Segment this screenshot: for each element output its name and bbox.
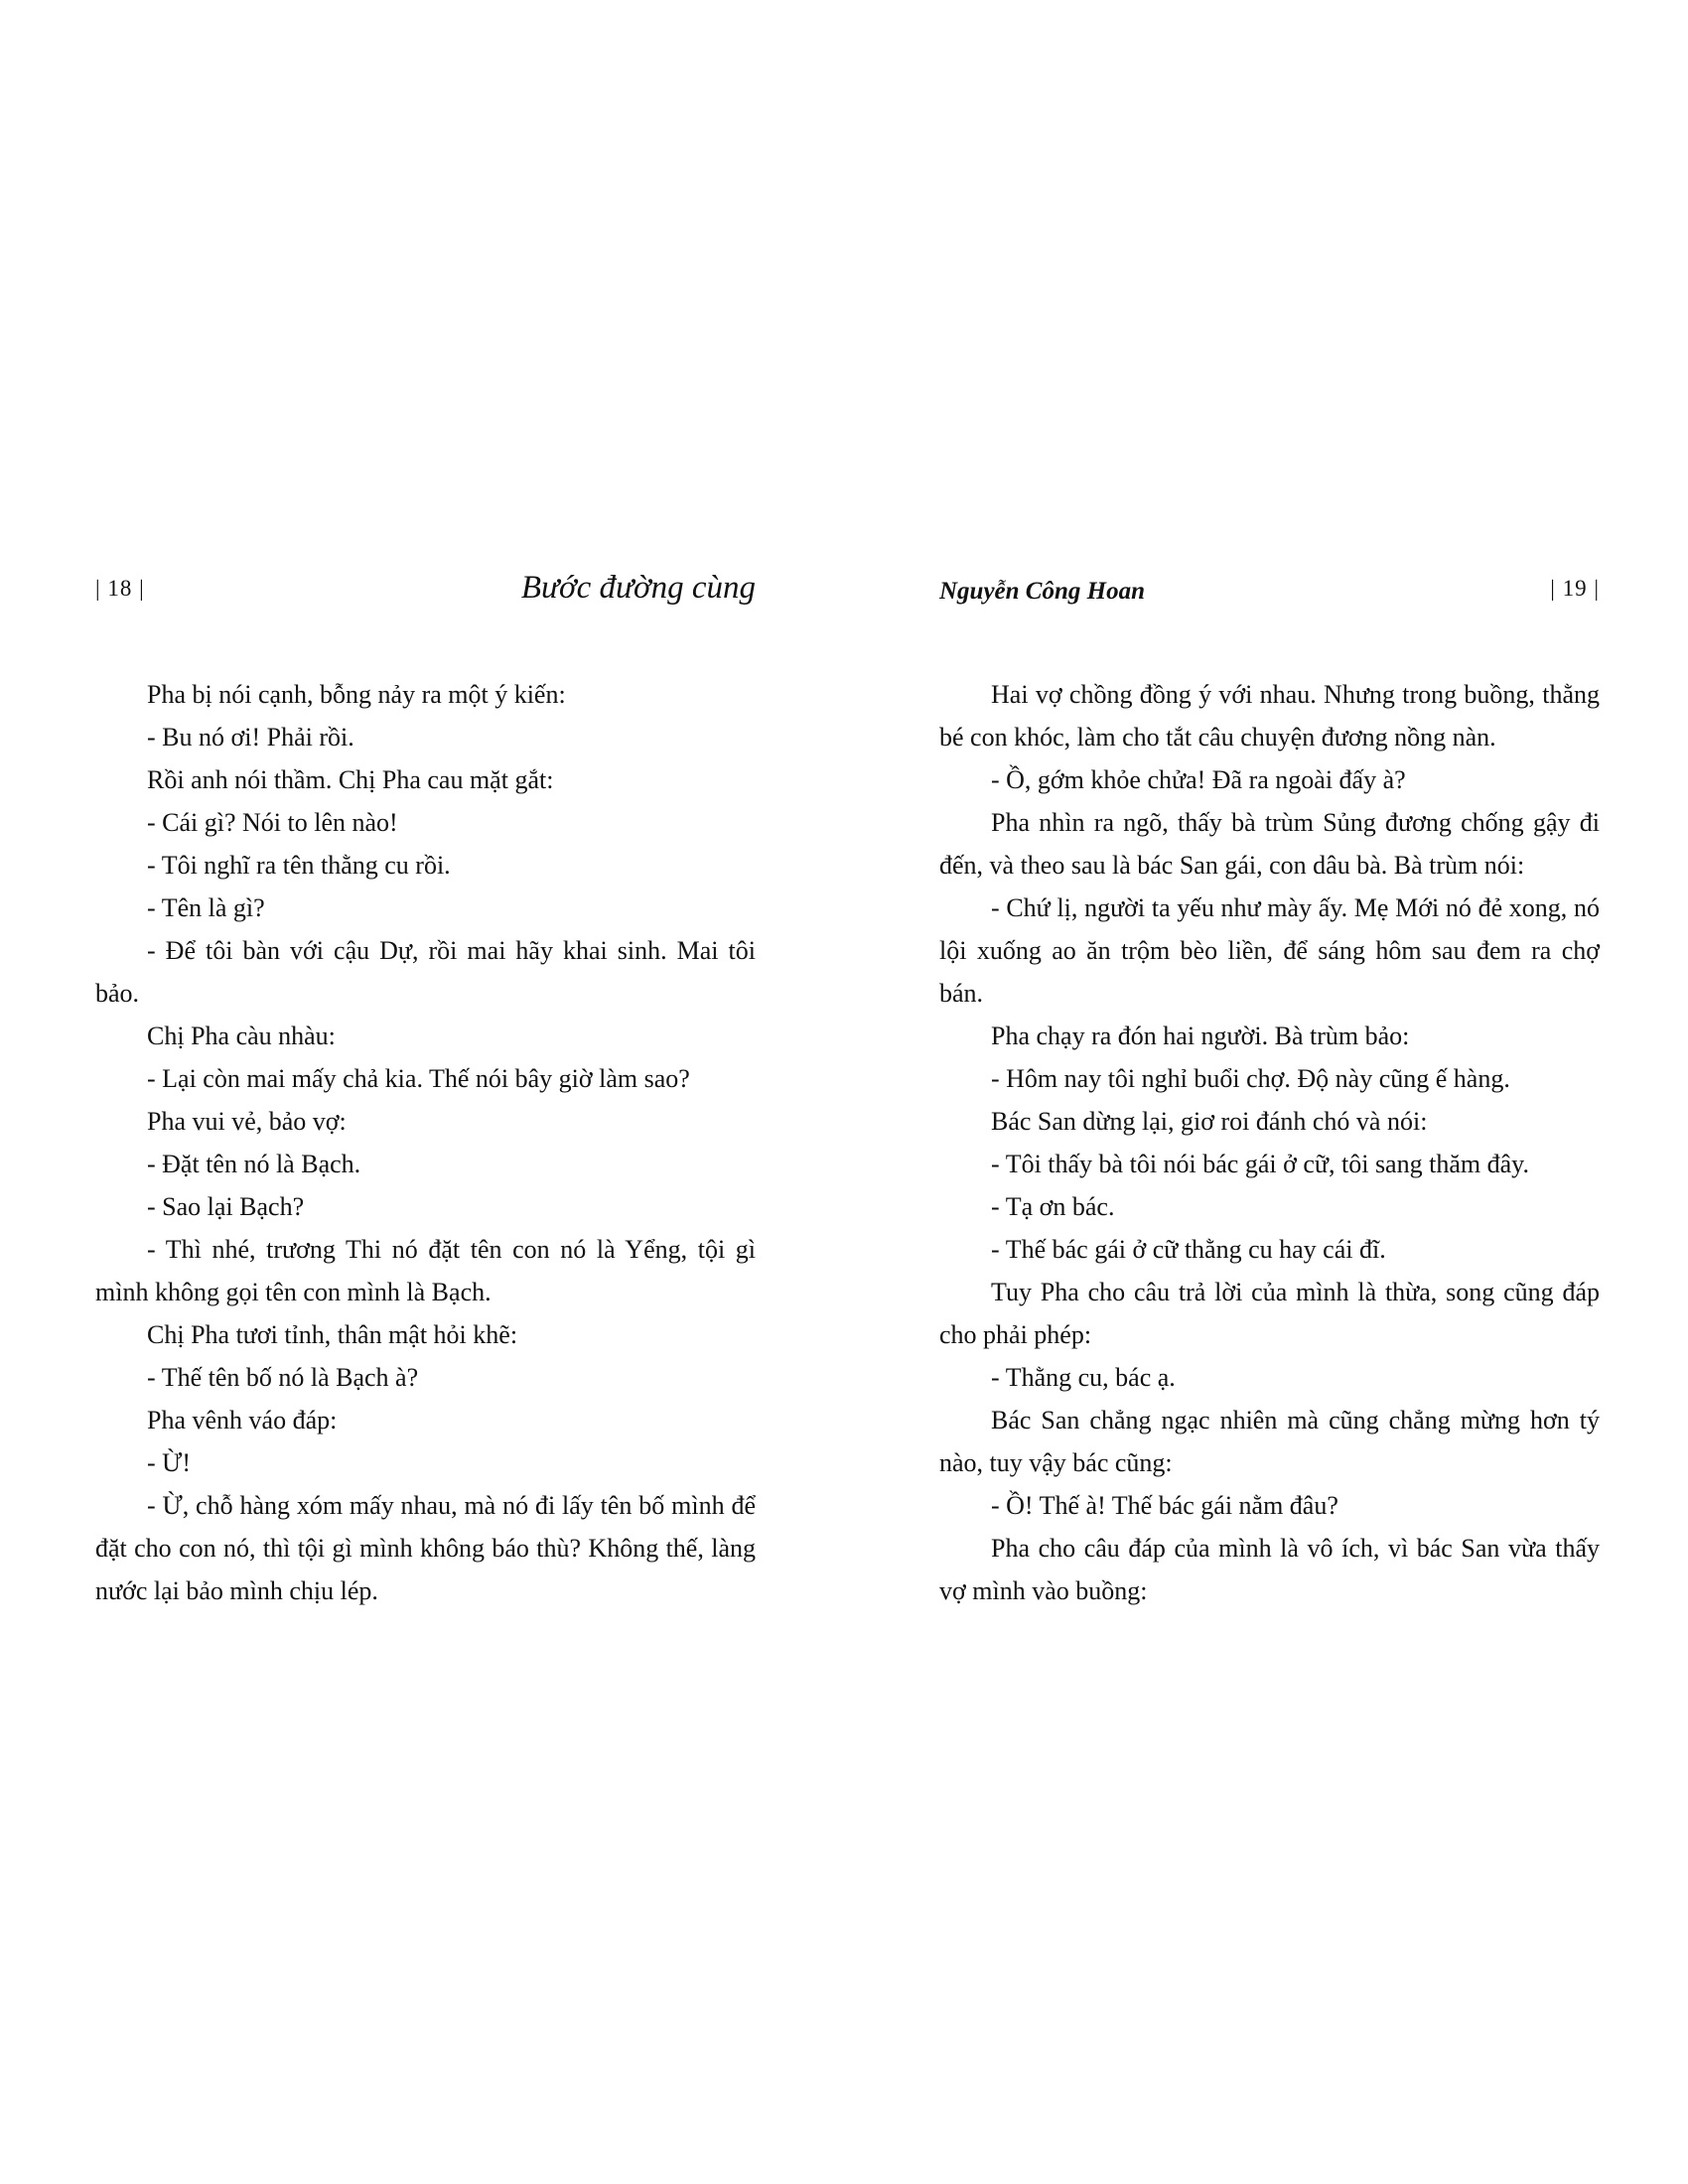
paragraph: - Ồ! Thế à! Thế bác gái nằm đâu? — [991, 1491, 1338, 1520]
paragraph: - Hôm nay tôi nghỉ buổi chợ. Độ này cũng ế hàng. — [991, 1064, 1510, 1093]
right-page-header — [939, 566, 1600, 625]
paragraph: - Lại còn mai mấy chả kia. Thế nói bây giờ làm sao? — [147, 1064, 690, 1093]
paragraph: - Thì nhé, trương Thi nó đặt tên con nó là Yểng, tội gì mình không gọi tên con mình là Bạch. — [95, 1235, 756, 1306]
right-page-body — [939, 673, 1600, 1612]
paragraph: Chị Pha càu nhàu: — [147, 1022, 336, 1050]
paragraph: Rồi anh nói thầm. Chị Pha cau mặt gắt: — [147, 765, 554, 794]
paragraph: Pha nhìn ra ngõ, thấy bà trùm Sủng đương chống gậy đi đến, và theo sau là bác San gái, con dâu bà. Bà trùm nói: — [939, 808, 1600, 880]
paragraph: Pha vênh váo đáp: — [147, 1406, 338, 1434]
left-page-header — [95, 566, 756, 625]
paragraph: - Tôi nghĩ ra tên thằng cu rồi. — [147, 851, 451, 880]
paragraph: - Ừ! — [147, 1448, 191, 1477]
paragraph: Chị Pha tươi tỉnh, thân mật hỏi khẽ: — [147, 1320, 518, 1349]
paragraph: Bác San chẳng ngạc nhiên mà cũng chẳng mừng hơn tý nào, tuy vậy bác cũng: — [939, 1406, 1600, 1477]
running-author-name: Nguyễn Công Hoan — [939, 578, 1145, 605]
paragraph: - Thằng cu, bác ạ. — [991, 1363, 1176, 1392]
paragraph: - Để tôi bàn với cậu Dự, rồi mai hãy khai sinh. Mai tôi bảo. — [95, 936, 756, 1008]
paragraph: - Cái gì? Nói to lên nào! — [147, 808, 398, 837]
paragraph: - Tên là gì? — [147, 893, 265, 922]
paragraph: Pha chạy ra đón hai người. Bà trùm bảo: — [991, 1022, 1410, 1050]
paragraph: - Ồ, gớm khỏe chửa! Đã ra ngoài đấy à? — [991, 765, 1406, 794]
paragraph: Pha vui vẻ, bảo vợ: — [147, 1107, 347, 1136]
paragraph: - Tôi thấy bà tôi nói bác gái ở cữ, tôi sang thăm đây. — [991, 1150, 1529, 1178]
paragraph: - Chứ lị, người ta yếu như mày ấy. Mẹ Mới nó đẻ xong, nó lội xuống ao ăn trộm bèo liền, để sáng hôm sau đem ra chợ bán. — [939, 893, 1600, 1008]
paragraph: - Tạ ơn bác. — [991, 1192, 1115, 1221]
paragraph: Pha bị nói cạnh, bỗng nảy ra một ý kiến: — [147, 680, 566, 709]
page-number-left: | 18 | — [95, 576, 145, 601]
right-page — [939, 566, 1600, 1612]
paragraph: - Thế bác gái ở cữ thằng cu hay cái đĩ. — [991, 1235, 1386, 1264]
page-number-right: | 19 | — [1550, 576, 1600, 601]
paragraph: Hai vợ chồng đồng ý với nhau. Nhưng trong buồng, thằng bé con khóc, làm cho tắt câu chuyện đương nồng nàn. — [939, 680, 1600, 751]
running-book-title: Bước đường cùng — [520, 570, 756, 606]
left-page-body — [95, 673, 756, 1612]
paragraph: - Bu nó ơi! Phải rồi. — [147, 723, 354, 751]
paragraph: Tuy Pha cho câu trả lời của mình là thừa, song cũng đáp cho phải phép: — [939, 1278, 1600, 1349]
paragraph: - Thế tên bố nó là Bạch à? — [147, 1363, 419, 1392]
paragraph: - Đặt tên nó là Bạch. — [147, 1150, 361, 1178]
paragraph: - Sao lại Bạch? — [147, 1192, 305, 1221]
paragraph: - Ừ, chỗ hàng xóm mấy nhau, mà nó đi lấy tên bố mình để đặt cho con nó, thì tội gì mình không báo thù? Không thế, làng nước lại bảo mình chịu lép. — [95, 1491, 756, 1605]
left-page — [95, 566, 756, 1612]
paragraph: Bác San dừng lại, giơ roi đánh chó và nói: — [991, 1107, 1428, 1136]
paragraph: Pha cho câu đáp của mình là vô ích, vì bác San vừa thấy vợ mình vào buồng: — [939, 1534, 1600, 1605]
